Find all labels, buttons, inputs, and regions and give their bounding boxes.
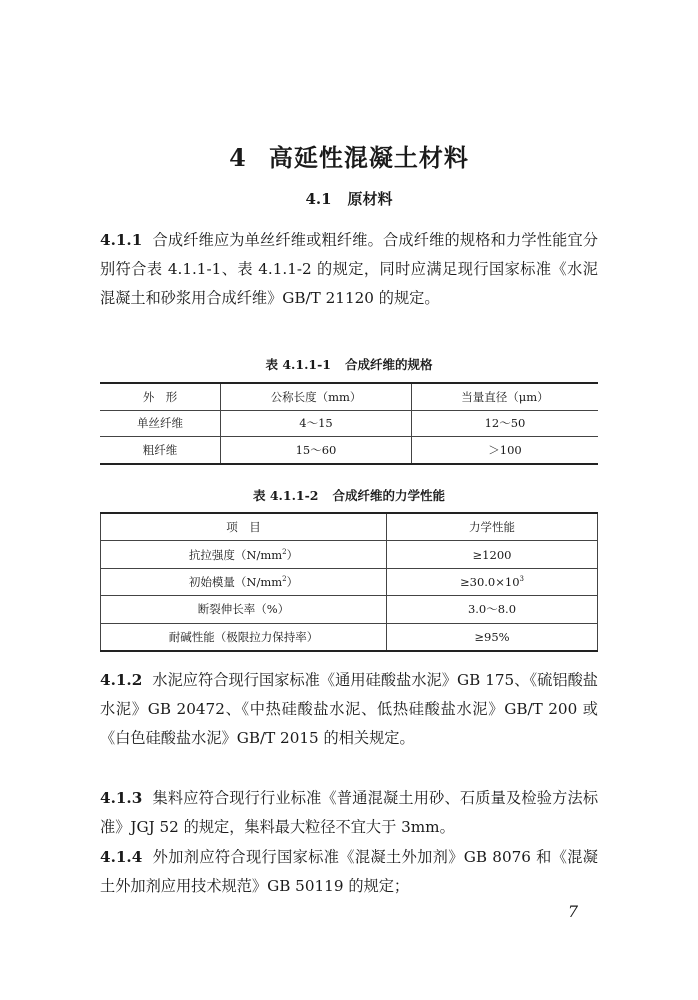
fiber-spec-table — [100, 382, 598, 465]
table2-title: 合成纤维的力学性能 — [332, 488, 446, 503]
clause-text: 外加剂应符合现行国家标准《混凝土外加剂》GB 8076 和《混凝土外加剂应用技术规范》GB 50119 的规定； — [100, 848, 598, 895]
clause-number: 4.1.1 — [100, 231, 143, 249]
table-cell: 单丝纤维 — [100, 410, 221, 437]
page-number: 7 — [567, 902, 578, 921]
clause-4-1-3 — [100, 784, 598, 842]
table2-caption — [0, 486, 698, 504]
table2-number: 表 4.1.1-2 — [252, 488, 319, 503]
table-header-cell: 当量直径（μm） — [412, 383, 599, 410]
table1-title: 合成纤维的规格 — [345, 357, 433, 372]
table-cell: ＞100 — [412, 437, 599, 464]
table-row — [100, 410, 598, 437]
section-title — [0, 188, 698, 209]
table-cell: 初始模量$(N/mm^2)$ — [101, 568, 387, 595]
table-cell: 断裂伸长率（%） — [101, 596, 387, 623]
section-number: 4.1 — [305, 190, 332, 208]
table-cell: $\ge 30.0\times 10^3$ — [387, 568, 598, 595]
table-row — [101, 541, 598, 568]
table-cell: 12～50 — [412, 410, 599, 437]
table-cell: 4～15 — [221, 410, 412, 437]
table-cell: 粗纤维 — [142, 442, 178, 457]
section-title-text: 原材料 — [347, 190, 393, 208]
table-cell: ≥1200 — [387, 541, 598, 568]
clause-text: 合成纤维应为单丝纤维或粗纤维。合成纤维的规格和力学性能宜分别符合表 4.1.1-1、表 4.1.1-2 的规定，同时应满足现行国家标准《水泥混凝土和砂浆用合成纤维》GB/T 21120 的规定。 — [100, 231, 598, 307]
clause-4-1-4 — [100, 843, 598, 901]
table-cell: ≥95% — [474, 629, 510, 644]
table-header-row — [101, 513, 598, 541]
table-header-cell: 公称长度（mm） — [221, 383, 412, 410]
table-row — [101, 596, 598, 623]
table1-number: 表 4.1.1-1 — [265, 357, 332, 372]
table-row — [100, 437, 598, 464]
table-header-row — [100, 383, 598, 410]
clause-number: 4.1.2 — [100, 671, 143, 689]
table-header-cell: 外 形 — [100, 383, 221, 410]
fiber-mechanical-table — [100, 512, 598, 652]
clause-text: 集料应符合现行行业标准《普通混凝土用砂、石质量及检验方法标准》JGJ 52 的规定，集料最大粒径不宜大于 3mm。 — [100, 789, 598, 836]
clause-4-1-2 — [100, 666, 598, 753]
table-cell: 15～60 — [221, 437, 412, 464]
table-cell: 耐碱性能（极限拉力保持率） — [101, 623, 387, 651]
chapter-number: 4 — [229, 143, 247, 172]
clause-text: 水泥应符合现行国家标准《通用硅酸盐水泥》GB 175、《硫铝酸盐水泥》GB 20472、《中热硅酸盐水泥、低热硅酸盐水泥》GB/T 200 或《白色硅酸盐水泥》GB/T 2015 的相关规定。 — [100, 671, 598, 747]
table-header-cell: 项 目 — [101, 513, 387, 541]
clause-number: 4.1.4 — [100, 848, 143, 866]
table-row — [101, 568, 598, 595]
chapter-title-text: 高延性混凝土材料 — [268, 143, 469, 172]
table-row — [101, 623, 598, 651]
table-cell: 抗拉强度$(N/mm^2)$ — [101, 541, 387, 568]
clause-4-1-1 — [100, 226, 598, 313]
table-cell: 3.0～8.0 — [387, 596, 598, 623]
table-header-cell: 力学性能 — [387, 513, 598, 541]
table1-caption — [0, 355, 698, 373]
chapter-title — [0, 138, 698, 173]
clause-number: 4.1.3 — [100, 789, 143, 807]
